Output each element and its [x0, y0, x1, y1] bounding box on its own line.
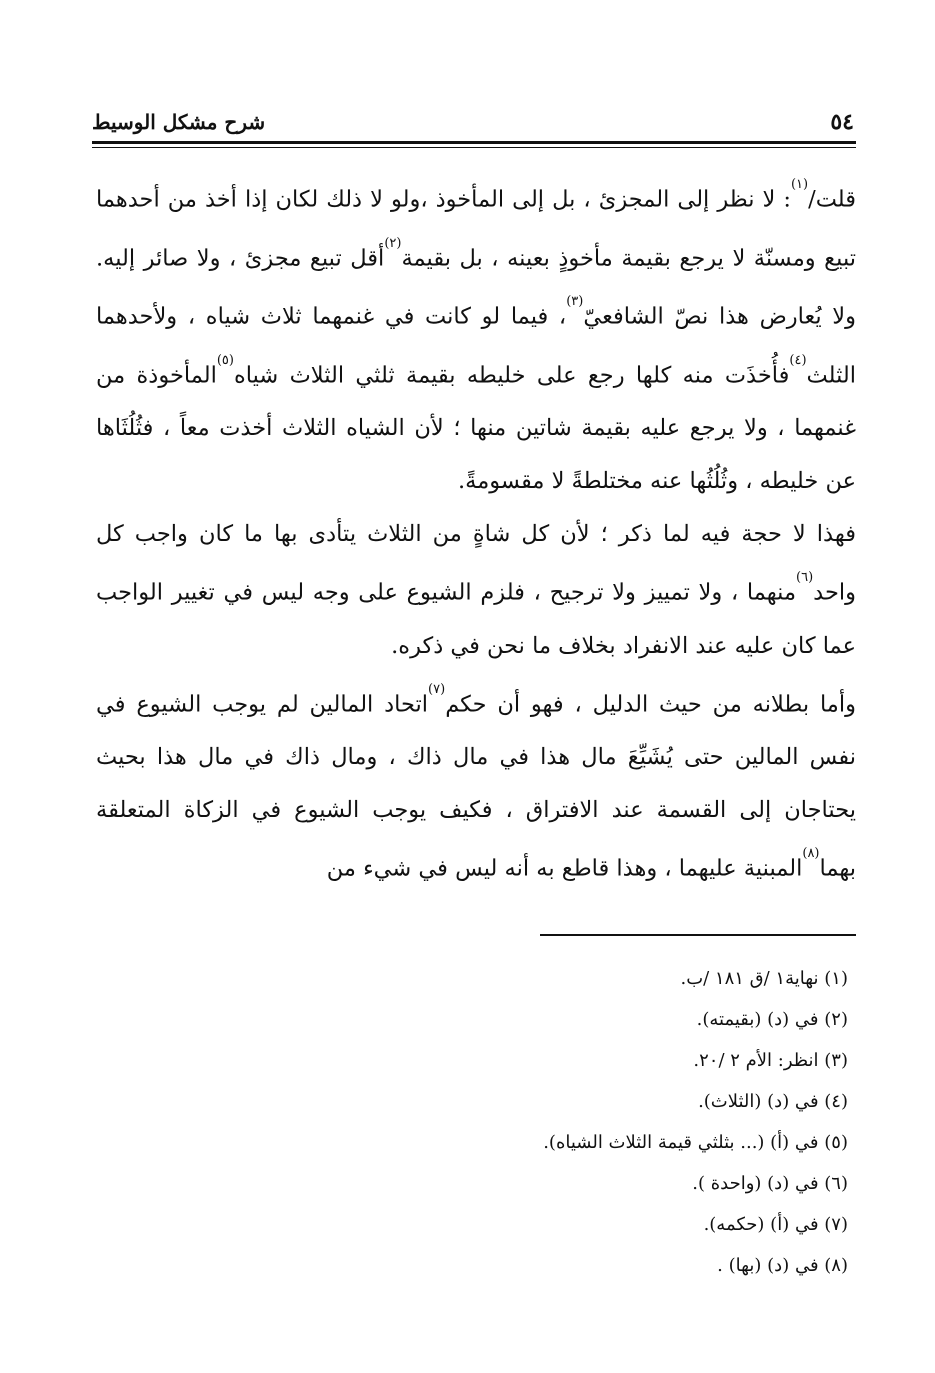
footnote-2: (٢) في (د) (بقيمته).: [696, 1009, 848, 1030]
footnote-6: (٦) في (د) (واحدة ).: [692, 1173, 848, 1194]
footnote-ref-3[interactable]: (٣): [566, 294, 584, 309]
footnotes: [96, 958, 854, 1286]
footnote-4: (٤) في (د) (الثلاث).: [698, 1091, 848, 1112]
footnote-5: (٥) في (أ) (... بثلثي قيمة الثلاث الشياه).: [543, 1132, 848, 1153]
page-number: ٥٤: [830, 109, 854, 135]
text-run: المبنية عليهما ، وهذا قاطع به أنه ليس في شيء من: [326, 855, 803, 882]
footnote-separator: [540, 934, 856, 936]
paragraph-3: [96, 673, 856, 896]
header-rule-thick: [92, 141, 856, 144]
running-title: شرح مشكل الوسيط: [92, 110, 266, 134]
paragraph-2: [96, 508, 856, 673]
text-run: اتحاد المالين لم يوجب الشيوع في نفس المالين حتى يُشَيِّعَ مال هذا في مال ذاك ، ومال ذاك في مال هذا بحيث يحتاجان إلى القسمة عند الافتراق ، فكيف يوجب الشيوع في الزكاة المتعلقة بهما: [96, 691, 856, 882]
footnote-8: (٨) في (د) (بها) .: [717, 1255, 848, 1276]
main-text: [96, 168, 856, 896]
text-run: وأما بطلانه من حيث الدليل ، فهو أن حكم: [445, 691, 856, 717]
text-run: ، فيما لو كانت في غنمهما ثلاث شياه ، ولأحدهما الثلث: [96, 303, 856, 388]
text-run: فهذا لا حجة فيه لما ذكر ؛ لأن كل شاةٍ من الثلاث يتأدى بها ما كان واجب كل واحد: [96, 521, 856, 606]
footnote-7: (٧) في (أ) (حكمه).: [703, 1214, 848, 1235]
footnote-ref-7[interactable]: (٧): [428, 681, 446, 697]
text-run: أقل تبيع مجزئ ، ولا صائر إليه. ولا يُعارض هذا نصّ الشافعيّ: [96, 245, 857, 330]
text-run: فأُخذَت منه كلها رجع على خليطه بقيمة ثلثي الثلاث شياه: [233, 362, 790, 388]
footnote-1: (١) نهاية١ /ق ١٨١ /ب.: [680, 968, 848, 989]
text-run: : لا نظر إلى المجزئ ، بل إلى المأخوذ ،ولو لا ذلك لكان إذا أخذ من أحدهما تبيع ومسنّة لا يرجع بقيمة مأخوذٍ بعينه ، بل بقيمة: [96, 186, 856, 271]
text-run: قلت/: [808, 186, 856, 213]
footnote-ref-2[interactable]: (٢): [384, 235, 402, 251]
footnote-ref-5[interactable]: (٥): [216, 352, 234, 368]
text-run: منهما ، ولا تمييز ولا ترجيح ، فلزم الشيوع على وجه ليس في تغيير الواجب عما كان عليه عند الانفراد بخلاف ما نحن في ذكره.: [96, 579, 856, 659]
header-rule-thin: [92, 147, 856, 148]
text-run: المأخوذة من غنمهما ، ولا يرجع عليه بقيمة شاتين منها ؛ لأن الشياه الثلاث أخذت معاً ، فثُلُثَاها عن خليطه ، وثُلُثُها عنه مختلطةً لا مقسومةً.: [96, 362, 856, 494]
footnote-ref-4[interactable]: (٤): [789, 352, 807, 368]
page-header: [92, 108, 854, 140]
footnote-3: (٣) انظر: الأم ٢ /٢٠.: [693, 1050, 848, 1071]
paragraph-1: [96, 168, 856, 508]
footnote-ref-6[interactable]: (٦): [796, 570, 814, 585]
footnote-ref-8[interactable]: (٨): [802, 846, 820, 861]
footnote-ref-1[interactable]: (١): [790, 177, 809, 192]
